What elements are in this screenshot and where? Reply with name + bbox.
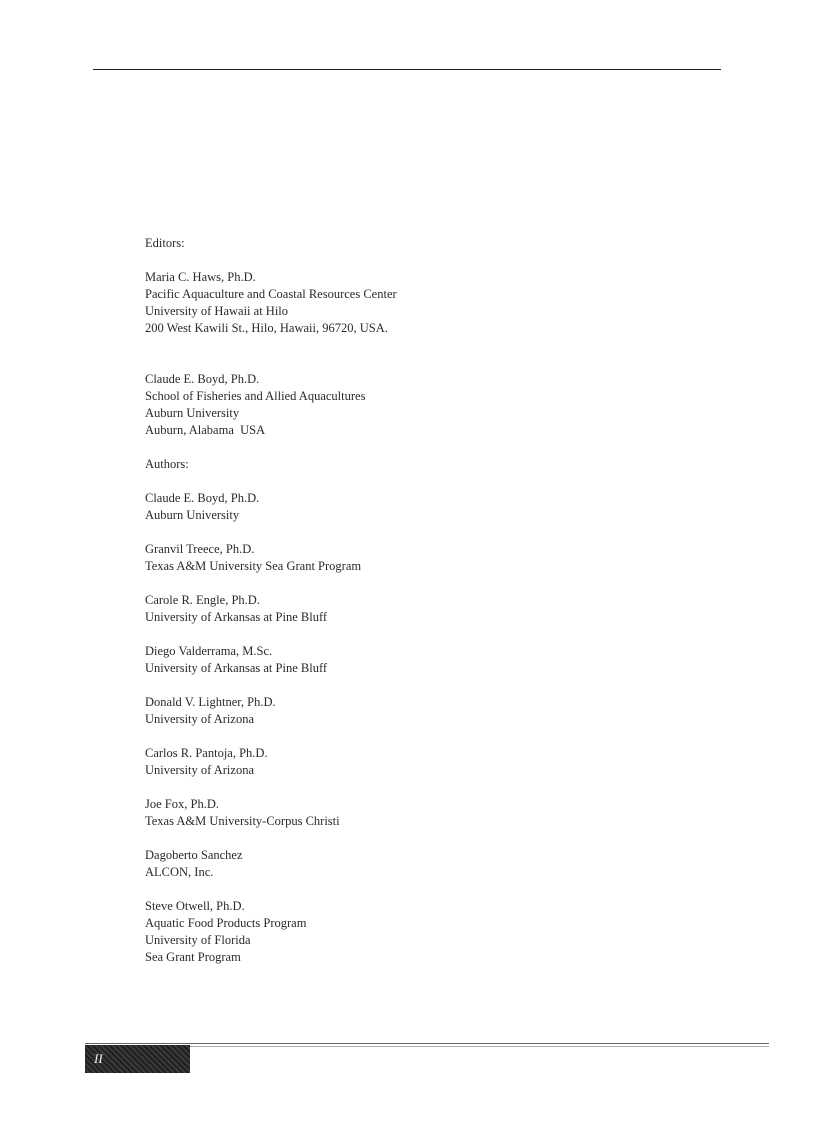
author-affiliation: ALCON, Inc.	[145, 865, 214, 879]
author-entry	[145, 694, 705, 728]
author-affiliation: University of Arkansas at Pine Bluff	[145, 610, 328, 624]
author-affiliation: University of Arizona	[145, 763, 255, 777]
editor-name: Maria C. Haws, Ph.D.	[145, 270, 256, 284]
author-affiliation: Texas A&M University Sea Grant Program	[145, 559, 362, 573]
author-name: Granvil Treece, Ph.D.	[145, 542, 255, 556]
author-entry	[145, 490, 705, 524]
editor-address: Auburn, Alabama USA	[145, 423, 266, 437]
author-entry	[145, 643, 705, 677]
author-name: Diego Valderrama, M.Sc.	[145, 644, 273, 658]
author-entry	[145, 592, 705, 626]
authors-heading: Authors:	[145, 457, 189, 471]
author-entry	[145, 898, 705, 966]
editor-affiliation: Pacific Aquaculture and Coastal Resources Center	[145, 287, 397, 301]
author-affiliation: University of Florida	[145, 933, 251, 947]
author-affiliation: Aquatic Food Products Program	[145, 916, 307, 930]
author-entry	[145, 796, 705, 830]
author-affiliation: Auburn University	[145, 508, 240, 522]
author-name: Joe Fox, Ph.D.	[145, 797, 219, 811]
author-entry	[145, 541, 705, 575]
footer-rule	[85, 1043, 769, 1044]
editor-affiliation: School of Fisheries and Allied Aquacultures	[145, 389, 366, 403]
author-name: Donald V. Lightner, Ph.D.	[145, 695, 276, 709]
editor-affiliation: University of Hawaii at Hilo	[145, 304, 289, 318]
author-name: Claude E. Boyd, Ph.D.	[145, 491, 260, 505]
author-name: Steve Otwell, Ph.D.	[145, 899, 245, 913]
editors-heading: Editors:	[145, 236, 185, 250]
author-affiliation: Sea Grant Program	[145, 950, 241, 964]
editor-affiliation: Auburn University	[145, 406, 240, 420]
page-number-tab	[85, 1045, 190, 1073]
editor-address: 200 West Kawili St., Hilo, Hawaii, 96720, USA.	[145, 321, 388, 335]
credits-block	[145, 235, 705, 966]
author-entry	[145, 745, 705, 779]
author-affiliation: Texas A&M University-Corpus Christi	[145, 814, 340, 828]
header-rule	[93, 69, 721, 70]
author-name: Carlos R. Pantoja, Ph.D.	[145, 746, 268, 760]
author-affiliation: University of Arizona	[145, 712, 255, 726]
editor-entry	[145, 269, 705, 337]
author-name: Carole R. Engle, Ph.D.	[145, 593, 260, 607]
author-affiliation: University of Arkansas at Pine Bluff	[145, 661, 328, 675]
author-name: Dagoberto Sanchez	[145, 848, 243, 862]
page-number: II	[94, 1051, 103, 1066]
author-entry	[145, 847, 705, 881]
footer-rule-secondary	[190, 1046, 769, 1047]
editor-entry	[145, 371, 705, 439]
editor-name: Claude E. Boyd, Ph.D.	[145, 372, 260, 386]
